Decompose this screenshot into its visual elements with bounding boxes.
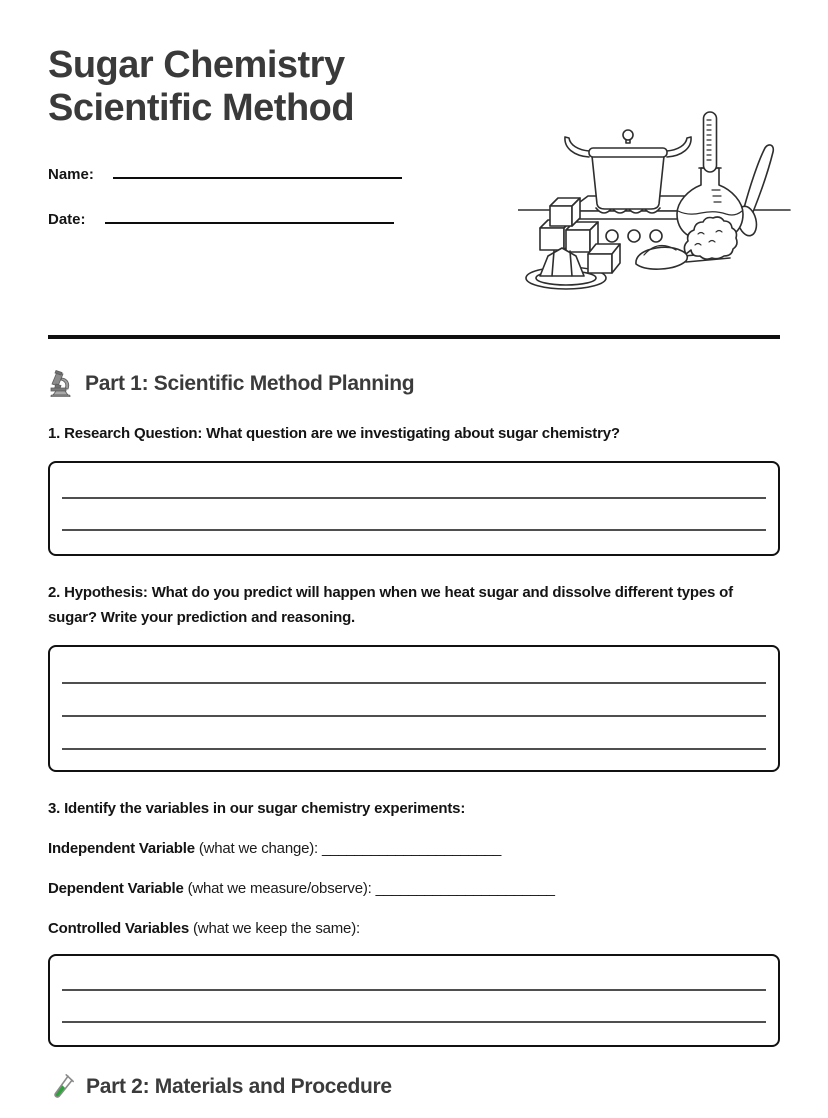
write-line bbox=[62, 1021, 766, 1023]
title-line-1: Sugar Chemistry bbox=[48, 44, 345, 86]
answer-box-research-question bbox=[48, 461, 780, 556]
sugar-chemistry-illustration bbox=[518, 108, 810, 303]
dependent-variable-row bbox=[48, 876, 780, 901]
title-line-2: Scientific Method bbox=[48, 87, 355, 129]
write-line bbox=[62, 682, 766, 684]
part2-heading-label: Part 2: Materials and Procedure bbox=[86, 1074, 392, 1098]
controlled-variables-hint: (what we keep the same): bbox=[193, 920, 360, 937]
name-blank-line bbox=[113, 159, 402, 179]
write-line bbox=[62, 989, 766, 991]
write-line bbox=[62, 748, 766, 750]
independent-variable-hint: (what we change): bbox=[198, 840, 319, 857]
date-label: Date: bbox=[48, 211, 86, 228]
write-line bbox=[62, 715, 766, 717]
section-divider bbox=[48, 335, 780, 339]
test-tube-icon bbox=[48, 1073, 75, 1100]
part1-heading bbox=[48, 370, 780, 397]
write-line bbox=[62, 529, 766, 531]
dependent-variable-hint: (what we measure/observe): bbox=[187, 880, 372, 897]
write-line bbox=[62, 497, 766, 499]
part2-heading bbox=[48, 1073, 780, 1100]
controlled-variables-row bbox=[48, 916, 780, 941]
date-blank-line bbox=[105, 204, 394, 224]
part1-heading-label: Part 1: Scientific Method Planning bbox=[85, 371, 415, 395]
question-2: 2. Hypothesis: What do you predict will happen when we heat sugar and dissolve different types of sugar? Write your prediction and reasoning. bbox=[48, 584, 733, 626]
microscope-icon bbox=[48, 370, 74, 397]
independent-variable-blank: ______________________ bbox=[321, 840, 502, 857]
answer-box-hypothesis bbox=[48, 645, 780, 772]
answer-box-controlled-variables bbox=[48, 954, 780, 1047]
question-3: 3. Identify the variables in our sugar chemistry experiments: bbox=[48, 800, 466, 817]
dependent-variable-blank: ______________________ bbox=[375, 880, 555, 897]
independent-variable-row bbox=[48, 836, 780, 861]
independent-variable-term: Independent Variable bbox=[48, 840, 195, 857]
controlled-variables-term: Controlled Variables bbox=[48, 920, 190, 937]
dependent-variable-term: Dependent Variable bbox=[48, 880, 184, 897]
question-1: 1. Research Question: What question are we investigating about sugar chemistry? bbox=[48, 425, 620, 442]
name-label: Name: bbox=[48, 166, 94, 183]
